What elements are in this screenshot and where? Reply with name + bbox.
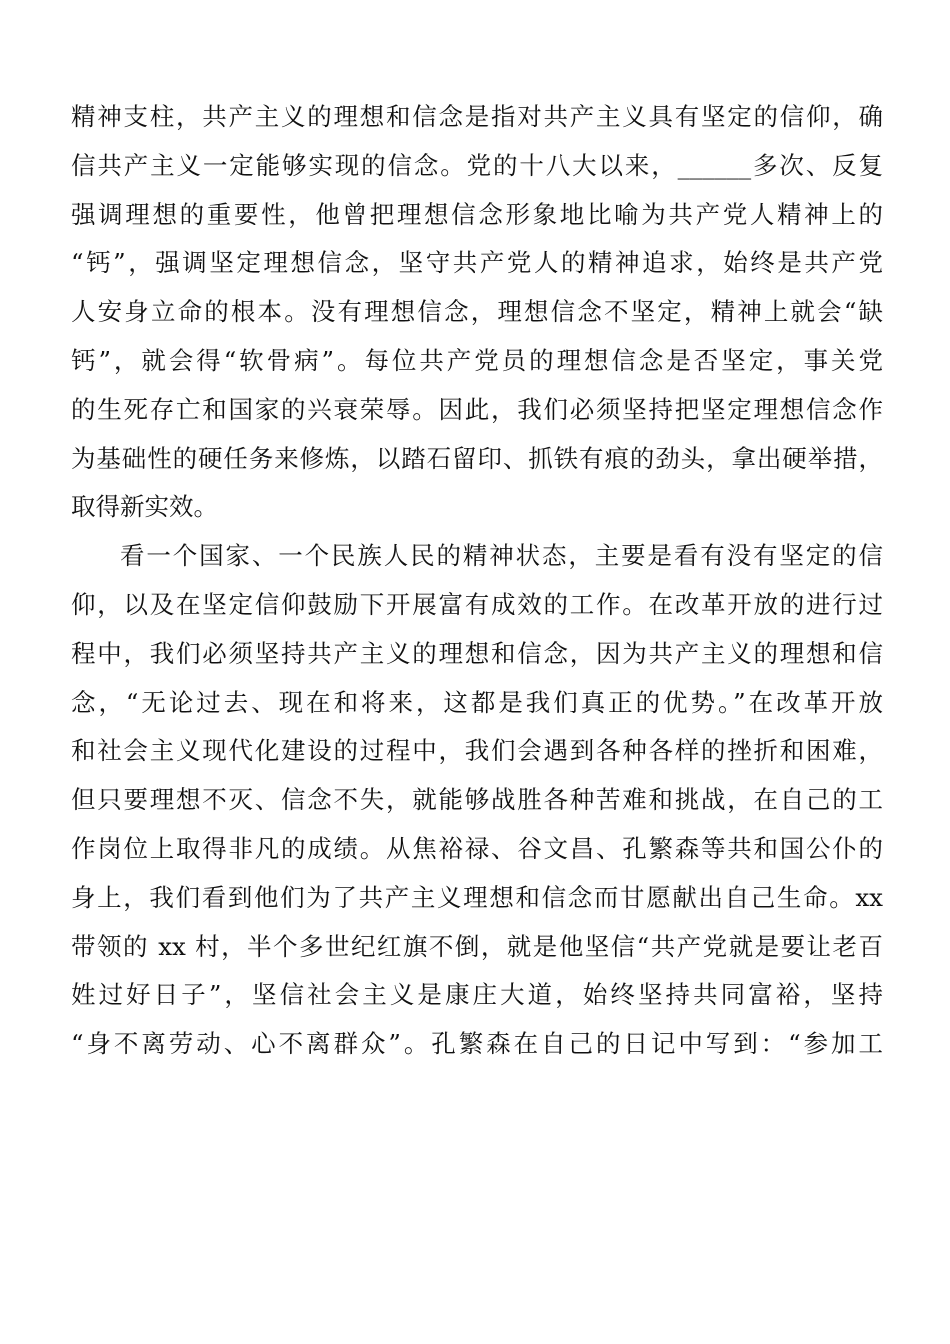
text-line: 和社会主义现代化建设的过程中，我们会遇到各种各样的挫折和困难，: [71, 736, 883, 766]
text-line: 信共产主义一定能够实现的信念。党的十八大以来，______多次、反复: [71, 150, 883, 180]
text-line: 仰，以及在坚定信仰鼓励下开展富有成效的工作。在改革开放的进行过: [71, 589, 883, 619]
text-line: “身不离劳动、心不离群众”。孔繁森在自己的日记中写到：“参加工: [71, 1029, 883, 1059]
text-line: 姓过好日子”，坚信社会主义是康庄大道，始终坚持共同富裕，坚持: [71, 980, 883, 1010]
text-line: 念，“无论过去、现在和将来，这都是我们真正的优势。”在改革开放: [71, 687, 883, 717]
text-line: 身上，我们看到他们为了共产主义理想和信念而甘愿献出自己生命。xx: [71, 882, 883, 912]
body-text: [71, 93, 883, 1069]
text-line: 看一个国家、一个民族人民的精神状态，主要是看有没有坚定的信: [120, 541, 883, 571]
text-line: 作岗位上取得非凡的成绩。从焦裕禄、谷文昌、孔繁森等共和国公仆的: [71, 833, 883, 863]
text-line: 程中，我们必须坚持共产主义的理想和信念，因为共产主义的理想和信: [71, 638, 883, 668]
text-line: 的生死存亡和国家的兴衰荣辱。因此，我们必须坚持把坚定理想信念作: [71, 394, 883, 424]
text-line: 精神支柱，共产主义的理想和信念是指对共产主义具有坚定的信仰，确: [71, 102, 883, 131]
text-line: 带领的 xx 村，半个多世纪红旗不倒，就是他坚信“共产党就是要让老百: [71, 931, 883, 961]
text-line: 为基础性的硬任务来修炼，以踏石留印、抓铁有痕的劲头，拿出硬举措，: [71, 443, 883, 473]
text-line: “钙”，强调坚定理想信念，坚守共产党人的精神追求，始终是共产党: [71, 248, 883, 278]
text-line: 人安身立命的根本。没有理想信念，理想信念不坚定，精神上就会“缺: [71, 297, 883, 327]
text-line: 强调理想的重要性，他曾把理想信念形象地比喻为共产党人精神上的: [71, 199, 883, 229]
text-line: 但只要理想不灭、信念不失，就能够战胜各种苦难和挑战，在自己的工: [71, 785, 883, 815]
text-line: 钙”，就会得“软骨病”。每位共产党员的理想信念是否坚定，事关党: [71, 345, 883, 375]
text-line: 取得新实效。: [71, 492, 218, 522]
paragraph-2: [71, 532, 883, 1069]
paragraph-1: [71, 93, 883, 532]
